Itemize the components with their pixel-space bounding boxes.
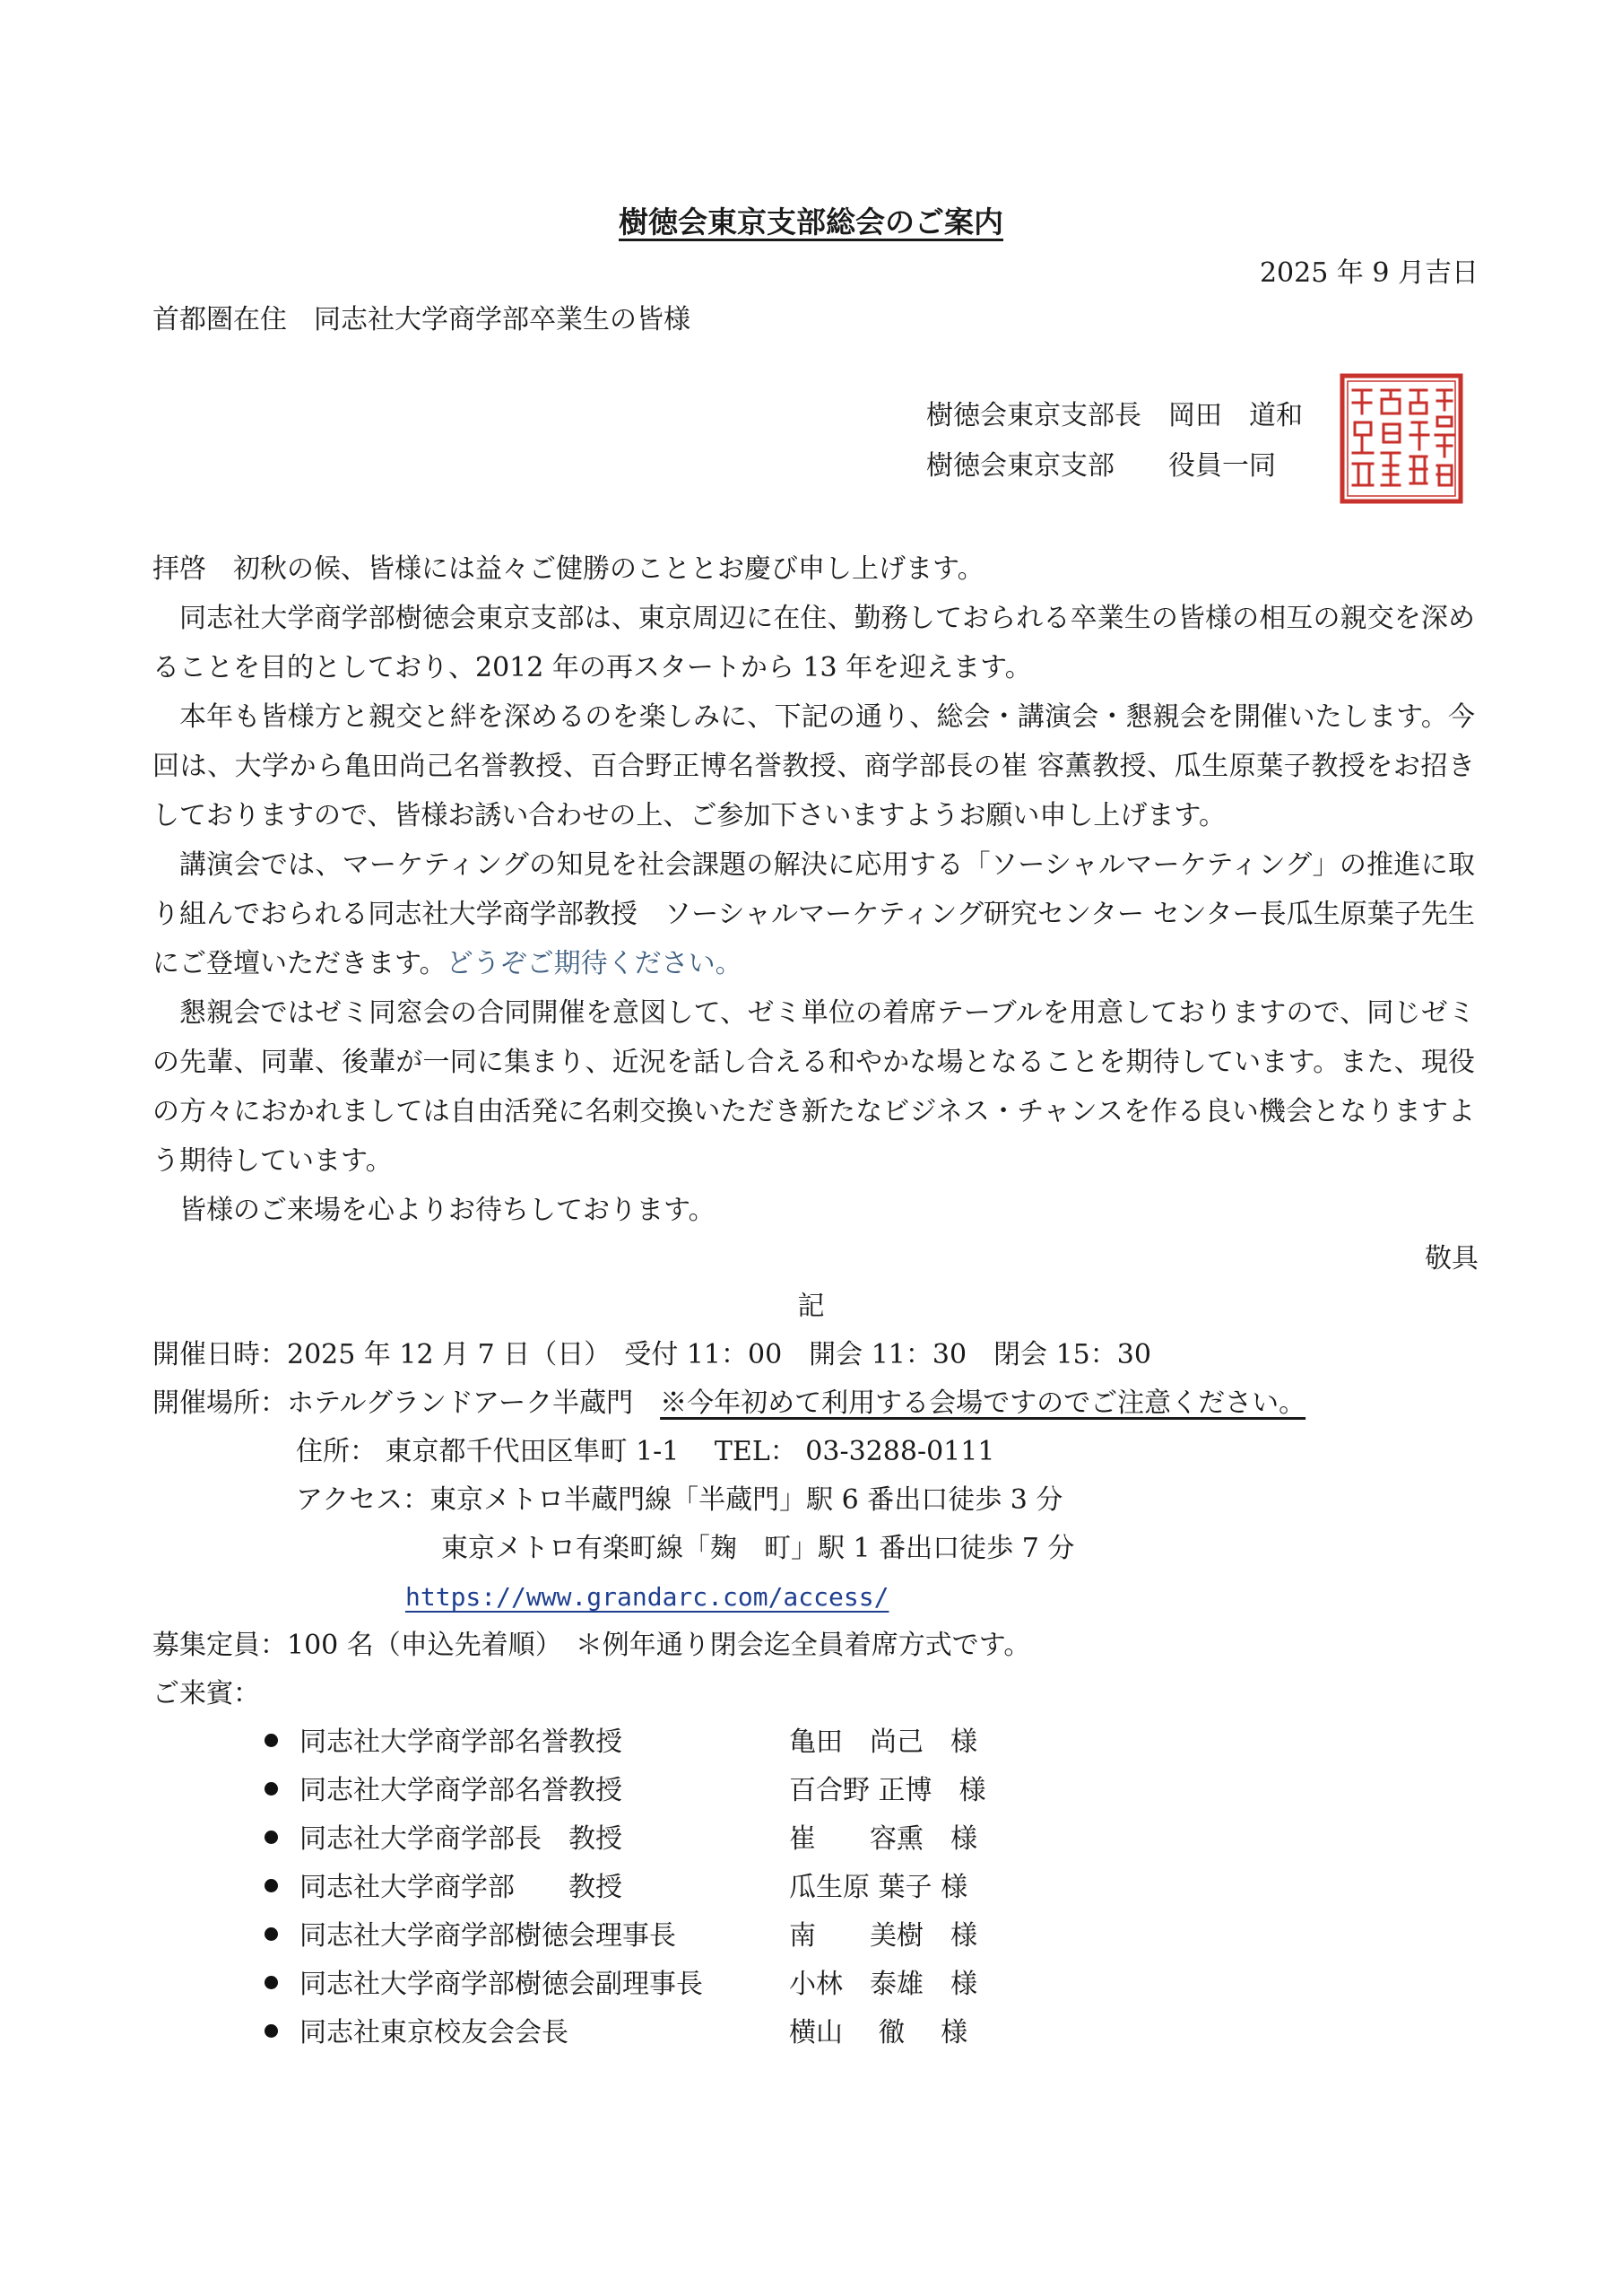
guest-row (265, 1912, 676, 1961)
official-seal-stamp (1339, 372, 1464, 505)
guest-name: 百合野 正博 様 (789, 1775, 986, 1806)
page-title: 樹徳会東京支部総会のご案内 (619, 204, 1003, 239)
venue-access-1: アクセス：東京メトロ半蔵門線「半蔵門」駅 6 番出口徒歩 3 分 (296, 1484, 1063, 1516)
guest-name: 瓜生原 葉子 様 (789, 1872, 968, 1903)
guest-row (265, 1864, 622, 1912)
guest-title: 同志社大学商学部名誉教授 (299, 1775, 622, 1806)
guests-label: ご来賓： (152, 1678, 260, 1709)
event-venue (152, 1379, 1305, 1428)
bullet-icon (265, 1976, 278, 1989)
guest-row (265, 1767, 622, 1815)
bullet-icon (265, 2024, 278, 2038)
bullet-icon (265, 1831, 278, 1844)
guest-title: 同志社大学商学部樹徳会理事長 (299, 1920, 676, 1952)
guest-name: 横山 徹 様 (789, 2017, 968, 2048)
guest-title: 同志社東京校友会会長 (299, 2017, 568, 2048)
lecture-tail: どうぞご期待ください。 (446, 948, 742, 979)
guest-title: 同志社大学商学部名誉教授 (299, 1726, 622, 1758)
guest-name: 小林 泰雄 様 (789, 1969, 977, 2000)
bullet-icon (265, 1734, 278, 1747)
event-paragraph: 本年も皆様方と親交と絆を深めるのを楽しみに、下記の通り、総会・講演会・懇親会を開催いたします。今回は、大学から亀田尚己名誉教授、百合野正博名誉教授、商学部長の崔 容薫教授、瓜生原葉子教授をお招きしておりますので、皆様お誘い合わせの上、ご参加下さいますようお願い申し上げます。 (152, 701, 1475, 831)
closing-keigu: 敬具 (1425, 1243, 1479, 1274)
welcome-paragraph: 皆様のご来場を心よりお待ちしております。 (179, 1195, 716, 1226)
bullet-icon (265, 1879, 278, 1892)
venue-address: 住所： 東京都千代田区隼町 1-1 TEL： 03-3288-0111 (296, 1436, 995, 1467)
bullet-icon (265, 1782, 278, 1796)
guest-name: 南 美樹 様 (789, 1920, 977, 1952)
venue-note: ※今年初めて利用する会場ですのでご注意ください。 (660, 1387, 1306, 1419)
ki-heading: 記 (797, 1291, 825, 1322)
guest-name: 亀田 尚己 様 (789, 1726, 977, 1758)
intro-paragraph: 同志社大学商学部樹徳会東京支部は、東京周辺に在住、勤務しておられる卒業生の皆様の相互の親交を深めることを目的としており、2012 年の再スタートから 13 年を迎えます。 (152, 603, 1475, 683)
greeting-paragraph: 拝啓 初秋の候、皆様には益々ご健勝のこととお慶び申し上げます。 (152, 553, 984, 585)
venue-access-2: 東京メトロ有楽町線「麹 町」駅 1 番出口徒歩 7 分 (441, 1533, 1075, 1564)
sender-officers: 樹徳会東京支部 役員一同 (926, 450, 1276, 482)
guest-title: 同志社大学商学部 教授 (299, 1872, 622, 1903)
guest-row (265, 1961, 703, 2009)
party-paragraph: 懇親会ではゼミ同窓会の合同開催を意図して、ゼミ単位の着席テーブルを用意しておりますので、同じゼミの先輩、同輩、後輩が一同に集まり、近況を話し合える和やかな場となることを期待しています。また、現役の方々におかれましては自由活発に名刺交換いただき新たなビジネス・チャンスを作る良い機会となりますよう期待しています。 (152, 997, 1475, 1177)
lecture-paragraph (152, 840, 1475, 988)
issue-date: 2025 年 9 月吉日 (1259, 257, 1479, 289)
guest-name: 崔 容熏 様 (789, 1823, 977, 1855)
addressee: 首都圏在住 同志社大学商学部卒業生の皆様 (152, 304, 690, 335)
venue-url-link[interactable]: https://www.grandarc.com/access/ (405, 1582, 889, 1612)
sender-president: 樹徳会東京支部長 岡田 道和 (926, 400, 1303, 431)
venue-label: 開催場所：ホテルグランドアーク半蔵門 (152, 1387, 661, 1419)
bullet-icon (265, 1927, 278, 1941)
event-datetime: 開催日時：2025 年 12 月 7 日（日） 受付 11：00 開会 11：30 閉会 15：30 (152, 1339, 1151, 1370)
guest-row (265, 1815, 622, 1864)
guest-title: 同志社大学商学部樹徳会副理事長 (299, 1969, 703, 2000)
guest-row (265, 2009, 568, 2057)
event-capacity: 募集定員：100 名（申込先着順） ＊例年通り閉会迄全員着席方式です。 (152, 1630, 1031, 1661)
guest-row (265, 1718, 622, 1767)
guest-title: 同志社大学商学部長 教授 (299, 1823, 622, 1855)
lecture-text: 講演会では、マーケティングの知見を社会課題の解決に応用する「ソーシャルマーケティング」の推進に取り組んでおられる同志社大学商学部教授 ソーシャルマーケティング研究センター センター長瓜生原葉子先生にご登壇いただきます。 (152, 849, 1475, 979)
